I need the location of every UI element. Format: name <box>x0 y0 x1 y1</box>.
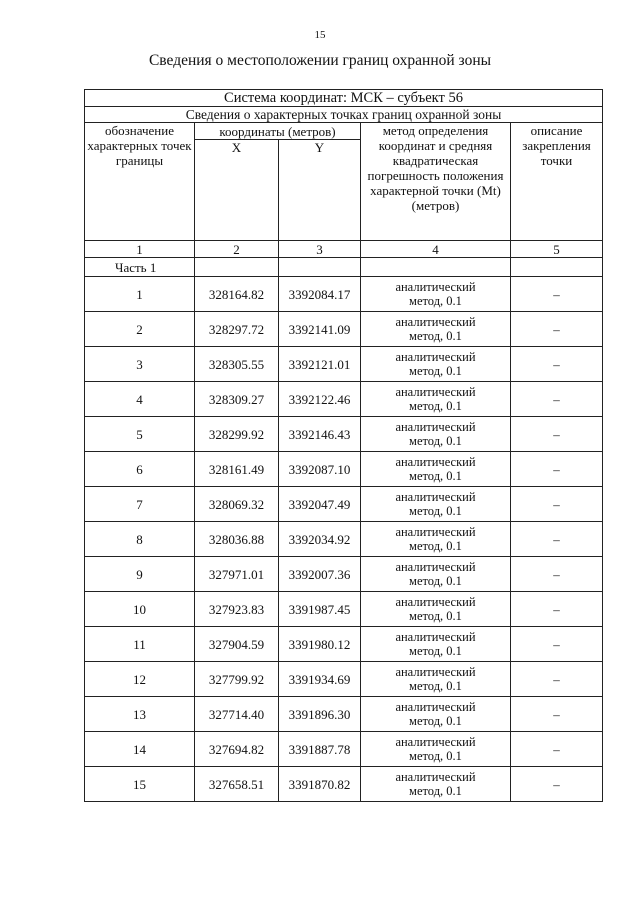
method <box>361 522 511 557</box>
method <box>361 382 511 417</box>
column-number: 4 <box>361 241 511 258</box>
point-description: – <box>511 627 603 662</box>
point-description: – <box>511 382 603 417</box>
column-number: 5 <box>511 241 603 258</box>
empty-cell <box>511 258 603 277</box>
table-row <box>85 487 603 522</box>
point-number: 6 <box>85 452 195 487</box>
point-number: 7 <box>85 487 195 522</box>
x-coordinate: 327714.40 <box>195 697 279 732</box>
empty-cell <box>279 258 361 277</box>
method-line: аналитический <box>395 280 476 294</box>
point-number: 10 <box>85 592 195 627</box>
method <box>361 347 511 382</box>
point-description: – <box>511 312 603 347</box>
empty-cell <box>361 258 511 277</box>
method-line: метод, 0.1 <box>409 749 462 763</box>
point-description: – <box>511 767 603 802</box>
table-row <box>85 767 603 802</box>
y-coordinate: 3392084.17 <box>279 277 361 312</box>
method-line: аналитический <box>395 770 476 784</box>
table-row <box>85 382 603 417</box>
method-line: метод, 0.1 <box>409 504 462 518</box>
method <box>361 312 511 347</box>
method-line: метод, 0.1 <box>409 714 462 728</box>
method <box>361 277 511 312</box>
y-coordinate: 3392146.43 <box>279 417 361 452</box>
method-line: метод, 0.1 <box>409 574 462 588</box>
x-coordinate: 328309.27 <box>195 382 279 417</box>
table-row <box>85 277 603 312</box>
point-number: 5 <box>85 417 195 452</box>
method <box>361 627 511 662</box>
table-row <box>85 697 603 732</box>
point-number: 12 <box>85 662 195 697</box>
method-line: аналитический <box>395 385 476 399</box>
method-line: аналитический <box>395 350 476 364</box>
x-coordinate: 327799.92 <box>195 662 279 697</box>
method-line: аналитический <box>395 525 476 539</box>
method-line: метод, 0.1 <box>409 609 462 623</box>
method-line: аналитический <box>395 700 476 714</box>
method-line: аналитический <box>395 455 476 469</box>
x-coordinate: 327658.51 <box>195 767 279 802</box>
x-coordinate: 327923.83 <box>195 592 279 627</box>
table-row <box>85 347 603 382</box>
method-line: метод, 0.1 <box>409 784 462 798</box>
header-x: X <box>195 140 279 241</box>
method <box>361 452 511 487</box>
point-number: 9 <box>85 557 195 592</box>
point-number: 11 <box>85 627 195 662</box>
x-coordinate: 328297.72 <box>195 312 279 347</box>
x-coordinate: 328069.32 <box>195 487 279 522</box>
empty-cell <box>195 258 279 277</box>
point-number: 15 <box>85 767 195 802</box>
y-coordinate: 3392141.09 <box>279 312 361 347</box>
table-row <box>85 732 603 767</box>
x-coordinate: 328036.88 <box>195 522 279 557</box>
method <box>361 732 511 767</box>
method-line: аналитический <box>395 665 476 679</box>
point-number: 4 <box>85 382 195 417</box>
point-description: – <box>511 592 603 627</box>
method <box>361 487 511 522</box>
y-coordinate: 3391980.12 <box>279 627 361 662</box>
method-line: аналитический <box>395 595 476 609</box>
point-description: – <box>511 522 603 557</box>
x-coordinate: 327971.01 <box>195 557 279 592</box>
x-coordinate: 327694.82 <box>195 732 279 767</box>
table-row <box>85 452 603 487</box>
header-method: метод определения координат и средняя квадратическая погрешность положения характерной точки (Mt) (метров) <box>361 123 511 241</box>
y-coordinate: 3391870.82 <box>279 767 361 802</box>
y-coordinate: 3392007.36 <box>279 557 361 592</box>
y-coordinate: 3391987.45 <box>279 592 361 627</box>
method-line: метод, 0.1 <box>409 679 462 693</box>
header-y: Y <box>279 140 361 241</box>
method-line: метод, 0.1 <box>409 364 462 378</box>
method-line: метод, 0.1 <box>409 469 462 483</box>
method-line: аналитический <box>395 315 476 329</box>
page-number: 15 <box>314 29 326 41</box>
method-line: аналитический <box>395 630 476 644</box>
point-number: 13 <box>85 697 195 732</box>
x-coordinate: 328305.55 <box>195 347 279 382</box>
column-number: 3 <box>279 241 361 258</box>
y-coordinate: 3392122.46 <box>279 382 361 417</box>
y-coordinate: 3391934.69 <box>279 662 361 697</box>
y-coordinate: 3392121.01 <box>279 347 361 382</box>
point-description: – <box>511 487 603 522</box>
method-line: метод, 0.1 <box>409 294 462 308</box>
x-coordinate: 327904.59 <box>195 627 279 662</box>
x-coordinate: 328161.49 <box>195 452 279 487</box>
point-description: – <box>511 697 603 732</box>
method-line: аналитический <box>395 420 476 434</box>
point-description: – <box>511 347 603 382</box>
coordinate-system: Система координат: МСК – субъект 56 <box>85 90 603 107</box>
method-line: аналитический <box>395 490 476 504</box>
point-number: 1 <box>85 277 195 312</box>
x-coordinate: 328164.82 <box>195 277 279 312</box>
y-coordinate: 3391887.78 <box>279 732 361 767</box>
method-line: метод, 0.1 <box>409 644 462 658</box>
table-row <box>85 557 603 592</box>
method-line: аналитический <box>395 560 476 574</box>
method-line: метод, 0.1 <box>409 399 462 413</box>
table-row <box>85 627 603 662</box>
point-description: – <box>511 277 603 312</box>
y-coordinate: 3392087.10 <box>279 452 361 487</box>
y-coordinate: 3391896.30 <box>279 697 361 732</box>
boundary-points-table <box>84 89 603 802</box>
point-description: – <box>511 417 603 452</box>
part-label: Часть 1 <box>85 258 195 277</box>
header-designation: обозначение характерных точек границы <box>85 123 195 241</box>
y-coordinate: 3392047.49 <box>279 487 361 522</box>
method <box>361 697 511 732</box>
header-description: описание закрепления точки <box>511 123 603 241</box>
point-number: 3 <box>85 347 195 382</box>
method <box>361 767 511 802</box>
page-title: Сведения о местоположении границ охранной зоны <box>148 52 492 69</box>
point-number: 2 <box>85 312 195 347</box>
method-line: метод, 0.1 <box>409 539 462 553</box>
table-row <box>85 417 603 452</box>
point-description: – <box>511 452 603 487</box>
point-number: 8 <box>85 522 195 557</box>
method-line: метод, 0.1 <box>409 434 462 448</box>
column-number: 2 <box>195 241 279 258</box>
method <box>361 592 511 627</box>
point-description: – <box>511 732 603 767</box>
point-description: – <box>511 662 603 697</box>
method <box>361 662 511 697</box>
point-number: 14 <box>85 732 195 767</box>
table-row <box>85 312 603 347</box>
method-line: аналитический <box>395 735 476 749</box>
table-row <box>85 662 603 697</box>
method <box>361 417 511 452</box>
method <box>361 557 511 592</box>
x-coordinate: 328299.92 <box>195 417 279 452</box>
point-description: – <box>511 557 603 592</box>
y-coordinate: 3392034.92 <box>279 522 361 557</box>
section-header: Сведения о характерных точках границ охранной зоны <box>85 107 603 123</box>
table-row <box>85 522 603 557</box>
column-number: 1 <box>85 241 195 258</box>
table-row <box>85 592 603 627</box>
method-line: метод, 0.1 <box>409 329 462 343</box>
header-coordinates: координаты (метров) <box>195 123 361 140</box>
